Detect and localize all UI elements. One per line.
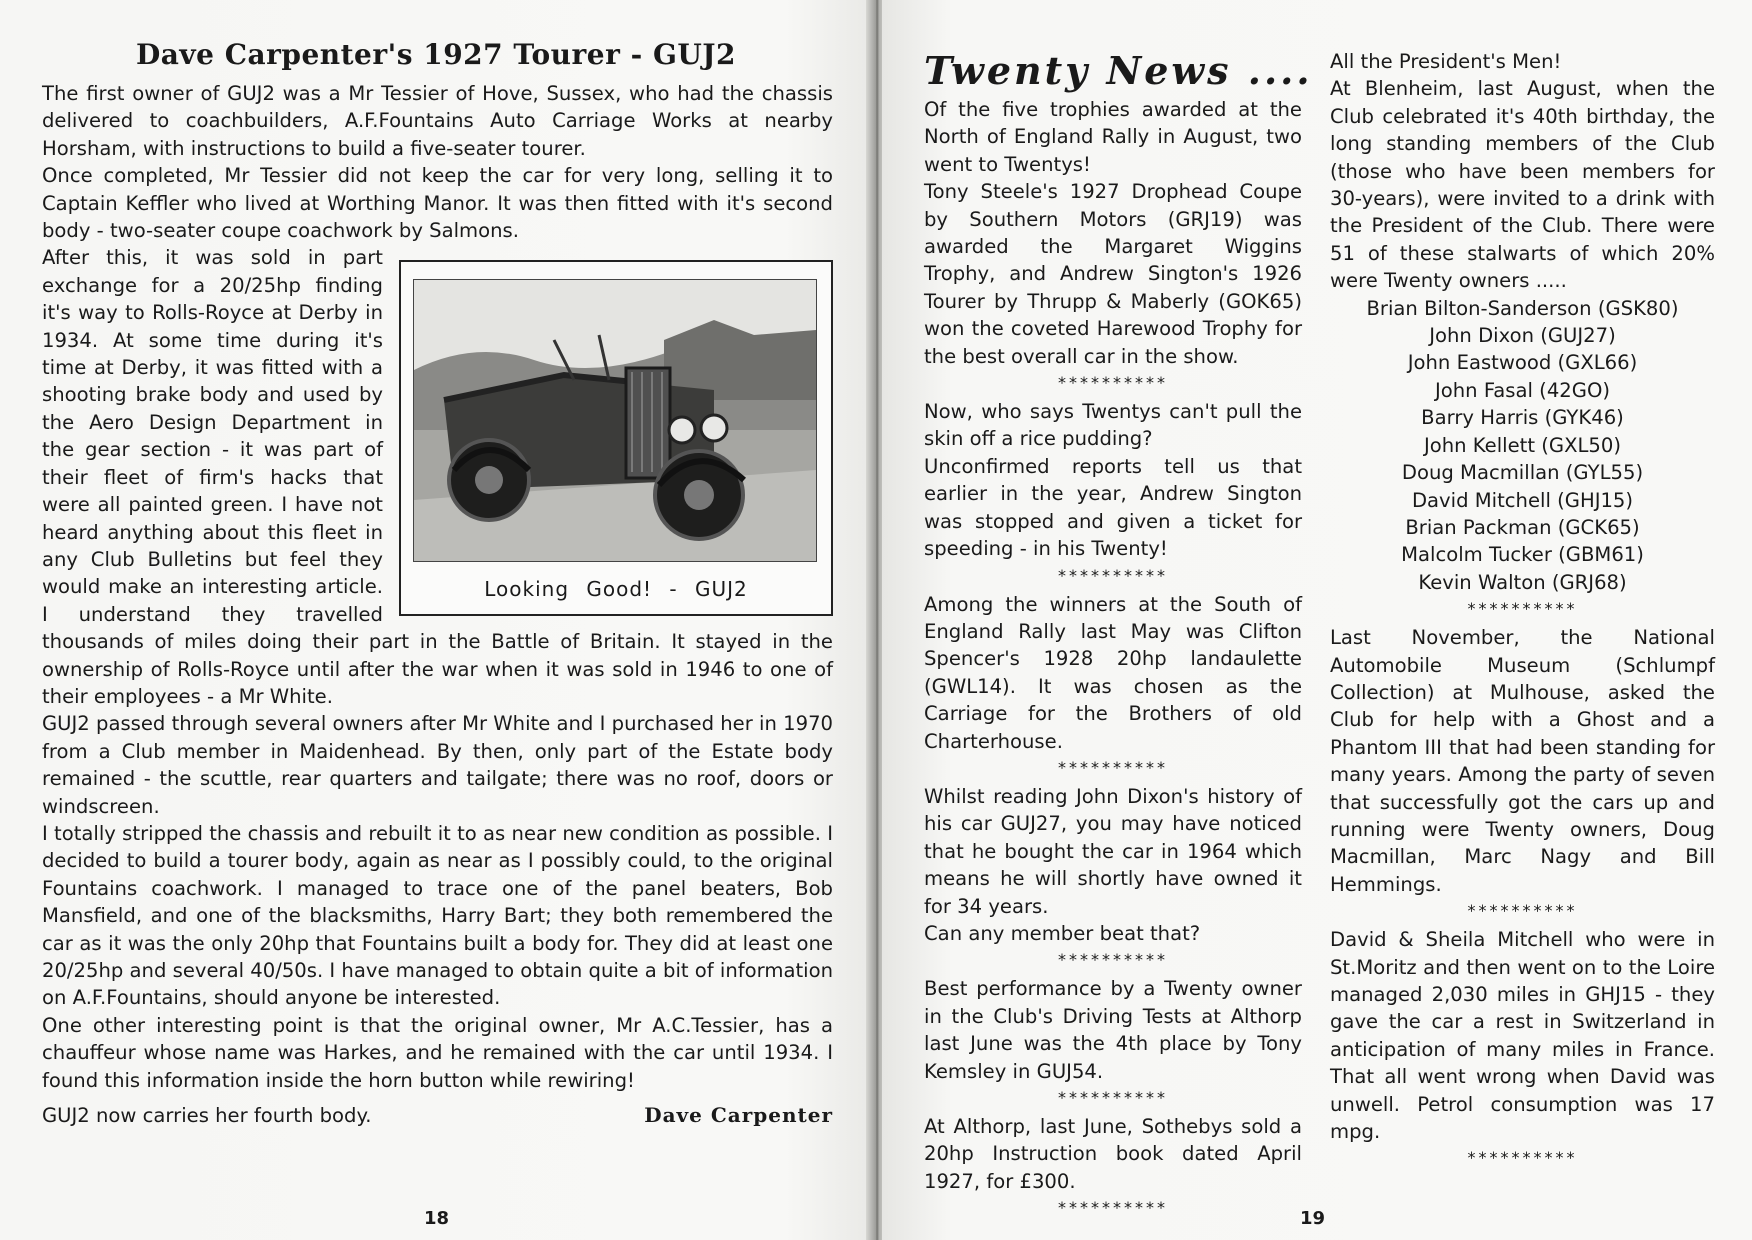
member-name: John Fasal (42GO): [1434, 378, 1611, 402]
news-paragraph: Best performance by a Twenty owner in the Club's Driving Tests at Althorp last June was the 4th place by Tony Kemsley in GUJ54.: [924, 977, 1302, 1083]
news-paragraph: Can any member beat that?: [924, 921, 1201, 945]
article-body: [42, 80, 833, 1129]
article-paragraph: The first owner of GUJ2 was a Mr Tessier of Hove, Sussex, who had the chassis delivered to coachbuilders, A.F.Fountains Auto Carriage Works at nearby Horsham, with instructions to build a five-seater tourer.: [42, 82, 833, 160]
page-number: 18: [424, 1208, 450, 1229]
presidents-title: All the President's Men!: [1330, 50, 1562, 73]
star-separator: **********: [1467, 901, 1578, 921]
member-name: David Mitchell (GHJ15): [1411, 488, 1634, 512]
news-paragraph: At Blenheim, last August, when the Club celebrated it's 40th birthday, the long standing members of the Club (those who have been members for 30-years), were invited to a drink with the President of the Club. There were 51 of these stalwarts of which 20% were Twenty owners .....: [1330, 77, 1715, 293]
news-item: [924, 1113, 1302, 1195]
article-paragraph: After this, it was sold in part exchange for a 20/25hp finding it's way to Rolls-Royce at Derby in 1934. At some time during it's time at Derby, it was fitted with a shooting brake body and used by the Aero Design Department in the gear section - it was part of their fleet of firm's hacks that were all painted green. I have not heard anything about this fleet in any Club Bulletins but feel they would make an interesting article. I understand they travelled thousands of miles doing their part in the Battle of Britain. It stayed in the ownership of Rolls-Royce until after the war when it was sold in 1946 to one of their employees - a Mr White.: [42, 246, 833, 708]
article-paragraph: I totally stripped the chassis and rebuilt it to as near new condition as possible. I decided to build a tourer body, again as near as I possibly could, to the original Fountains coachwork. I managed to trace one of the panel beaters, Bob Mansfield, and one of the blacksmiths, Harry Bart; they both remembered the car as it was the only 20hp that Fountains built a body for. They did at least one 20/25hp and several 40/50s. I have managed to obtain quite a bit of information on A.F.Fountains, should anyone be interested.: [42, 821, 834, 1010]
news-item: [924, 975, 1302, 1085]
news-paragraph: Whilst reading John Dixon's history of his car GUJ27, you may have noticed that he bought the car in 1964 which means he will shortly have owned it for 34 years.: [924, 784, 1302, 918]
member-name: Malcolm Tucker (GBM61): [1401, 543, 1644, 567]
member-name: Kevin Walton (GRJ68): [1418, 570, 1627, 594]
member-name: Doug Macmillan (GYL55): [1401, 461, 1644, 485]
star-separator: **********: [1058, 565, 1168, 585]
star-separator: **********: [1058, 950, 1168, 970]
news-paragraph: David & Sheila Mitchell who were in St.Moritz and then went on to the Loire managed 2,030 miles in GHJ15 - they gave the car a rest in Switzerland in anticipation of many miles in France. That all went wrong when David was unwell. Petrol consumption was 17 mpg.: [1330, 928, 1715, 1144]
star-separator: **********: [1058, 373, 1168, 393]
article-paragraph: Once completed, Mr Tessier did not keep the car for very long, selling it to Captain Keffler who lived at Worthing Manor. It was then fitted with it's second body - two-seater coupe coachwork by Salmons.: [42, 164, 833, 243]
member-name: Brian Packman (GCK65): [1405, 515, 1640, 539]
news-heading: Twenty News ....: [924, 48, 1313, 93]
member-name: John Kellett (GXL50): [1423, 433, 1622, 457]
star-separator: **********: [1058, 757, 1168, 777]
article-paragraph: GUJ2 passed through several owners after Mr White and I purchased her in 1970 from a Club member in Maidenhead. By then, only part of the Estate body remained - the scuttle, rear quarters and tailgate; there was no roof, doors or windscreen.: [42, 712, 833, 818]
car-photo: [413, 279, 817, 562]
news-column-1: [924, 96, 1302, 1223]
left-page: [0, 0, 872, 1240]
star-separator: **********: [1058, 1198, 1168, 1218]
star-separator: **********: [1467, 599, 1578, 619]
news-paragraph: Now, who says Twentys can't pull the skin off a rice pudding?: [924, 400, 1302, 451]
right-page: [882, 0, 1752, 1240]
photo-caption: Looking Good! - GUJ2: [484, 577, 748, 602]
star-separator: **********: [1467, 1148, 1578, 1168]
article-paragraph: One other interesting point is that the original owner, Mr A.C.Tessier, has a chauffeur whose name was Harkes, and he remained with the car until 1934. I found this information inside the horn button while rewiring!: [42, 1013, 833, 1092]
news-item: [924, 591, 1302, 755]
news-item: [924, 398, 1302, 562]
article-signoff: [42, 1102, 833, 1129]
news-item: [924, 783, 1302, 947]
news-column-2: [1330, 48, 1715, 1173]
member-name: Brian Bilton-Sanderson (GSK80): [1366, 296, 1679, 320]
news-paragraph: Tony Steele's 1927 Drophead Coupe by Southern Motors (GRJ19) was awarded the Margaret Wiggins Trophy, and Andrew Sington's 1926 Tourer by Thrupp & Maberly (GOK65) won the coveted Harewood Trophy for the best overall car in the show.: [924, 180, 1302, 368]
member-list: [1330, 295, 1715, 596]
member-name: John Dixon (GUJ27): [1429, 324, 1616, 348]
news-paragraph: Unconfirmed reports tell us that earlier in the year, Andrew Sington was stopped and given a ticket for speeding - in his Twenty!: [924, 454, 1302, 561]
news-paragraph: Among the winners at the South of England Rally last May was Clifton Spencer's 1928 20hp landaulette (GWL14). It was chosen as the Carriage for the Brothers of old Charterhouse.: [924, 592, 1302, 753]
news-paragraph: Last November, the National Automobile Museum (Schlumpf Collection) at Mulhouse, asked the Club for help with a Ghost and a Phantom III that had been standing for many years. Among the party of seven that successfully got the cars up and running were Twenty owners, Doug Macmillan, Marc Nagy and Bill Hemmings.: [1330, 626, 1715, 896]
page-number: 19: [1300, 1208, 1326, 1229]
article-title: Dave Carpenter's 1927 Tourer - GUJ2: [135, 38, 737, 71]
news-paragraph: Of the five trophies awarded at the North of England Rally in August, two went to Twentys!: [924, 98, 1302, 176]
news-paragraph: At Althorp, last June, Sothebys sold a 20hp Instruction book dated April 1927, for £300.: [924, 1115, 1302, 1193]
closing-line: GUJ2 now carries her fourth body.: [42, 1104, 372, 1128]
author-signature: Dave Carpenter: [644, 1103, 833, 1128]
member-name: John Eastwood (GXL66): [1407, 351, 1638, 375]
photo-frame: [399, 260, 833, 616]
news-item: [924, 96, 1302, 370]
star-separator: **********: [1058, 1088, 1168, 1107]
member-name: Barry Harris (GYK46): [1421, 406, 1624, 430]
